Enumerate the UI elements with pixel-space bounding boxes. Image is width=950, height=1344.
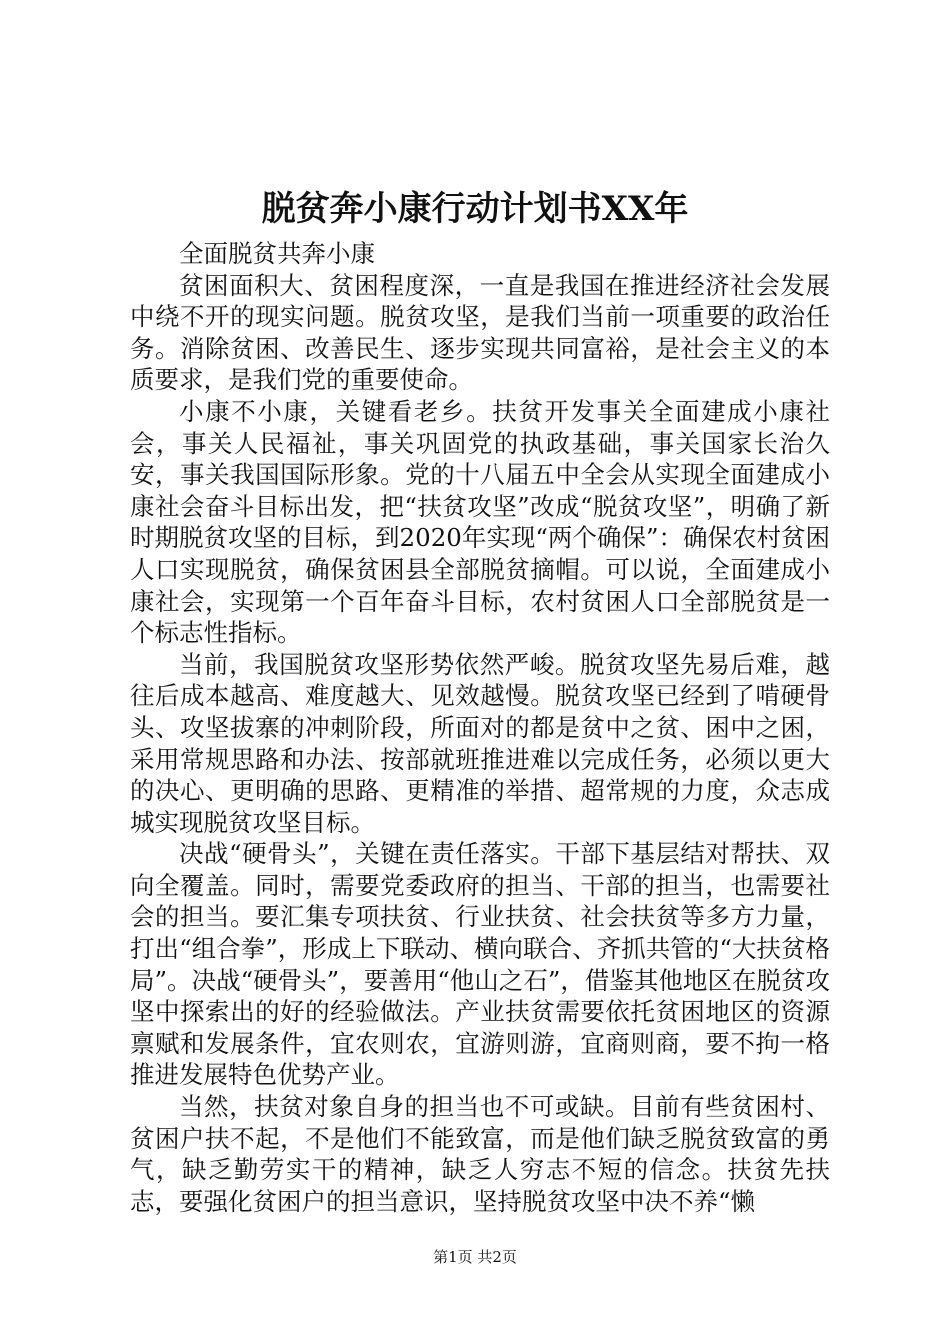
paragraph: 当然，扶贫对象自身的担当也不可或缺。目前有些贫困村、贫困户扶不起，不是他们不能致富，而是他们缺乏脱贫致富的勇气，缺乏勤劳实干的精神，缺乏人穷志不短的信念。扶贫先扶志，要强化贫困户的担当意识，坚持脱贫攻坚中决不养“懒	[130, 1092, 830, 1216]
paragraph: 决战“硬骨头”，关键在责任落实。干部下基层结对帮扶、双向全覆盖。同时，需要党委政府的担当、干部的担当，也需要社会的担当。要汇集专项扶贫、行业扶贫、社会扶贫等多方力量，打出“组合拳”，形成上下联动、横向联合、齐抓共管的“大扶贫格局”。决战“硬骨头”，要善用“他山之石”，借鉴其他地区在脱贫攻坚中探索出的好的经验做法。产业扶贫需要依托贫困地区的资源禀赋和发展条件，宜农则农，宜游则游，宜商则商，要不拘一格推进发展特色优势产业。	[130, 839, 830, 1090]
document-title: 脱贫奔小康行动计划书XX年	[261, 189, 689, 229]
paragraph: 小康不小康，关键看老乡。扶贫开发事关全面建成小康社会，事关人民福祉，事关巩固党的执政基础，事关国家长治久安，事关我国国际形象。党的十八届五中全会从实现全面建成小康社会奋斗目标出发，把“扶贫攻坚”改成“脱贫攻坚”，明确了新时期脱贫攻坚的目标，到2020年实现“两个确保”：确保农村贫困人口实现脱贫，确保贫困县全部脱贫摘帽。可以说，全面建成小康社会，实现第一个百年奋斗目标，农村贫困人口全部脱贫是一个标志性指标。	[130, 396, 830, 648]
document-body	[130, 238, 830, 1217]
paragraph: 当前，我国脱贫攻坚形势依然严峻。脱贫攻坚先易后难，越往后成本越高、难度越大、见效越慢。脱贫攻坚已经到了啃硬骨头、攻坚拔寨的冲刺阶段，所面对的都是贫中之贫、困中之困，采用常规思路和办法、按部就班推进难以完成任务，必须以更大的决心、更明确的思路、更精准的举措、超常规的力度，众志成城实现脱贫攻坚目标。	[130, 649, 830, 837]
paragraph-subtitle: 全面脱贫共奔小康	[179, 239, 375, 268]
page-footer: 第1页 共2页	[433, 1248, 517, 1266]
paragraph: 贫困面积大、贫困程度深，一直是我国在推进经济社会发展中绕不开的现实问题。脱贫攻坚，是我们当前一项重要的政治任务。消除贫困、改善民生、逐步实现共同富裕，是社会主义的本质要求，是我们党的重要使命。	[130, 270, 830, 395]
